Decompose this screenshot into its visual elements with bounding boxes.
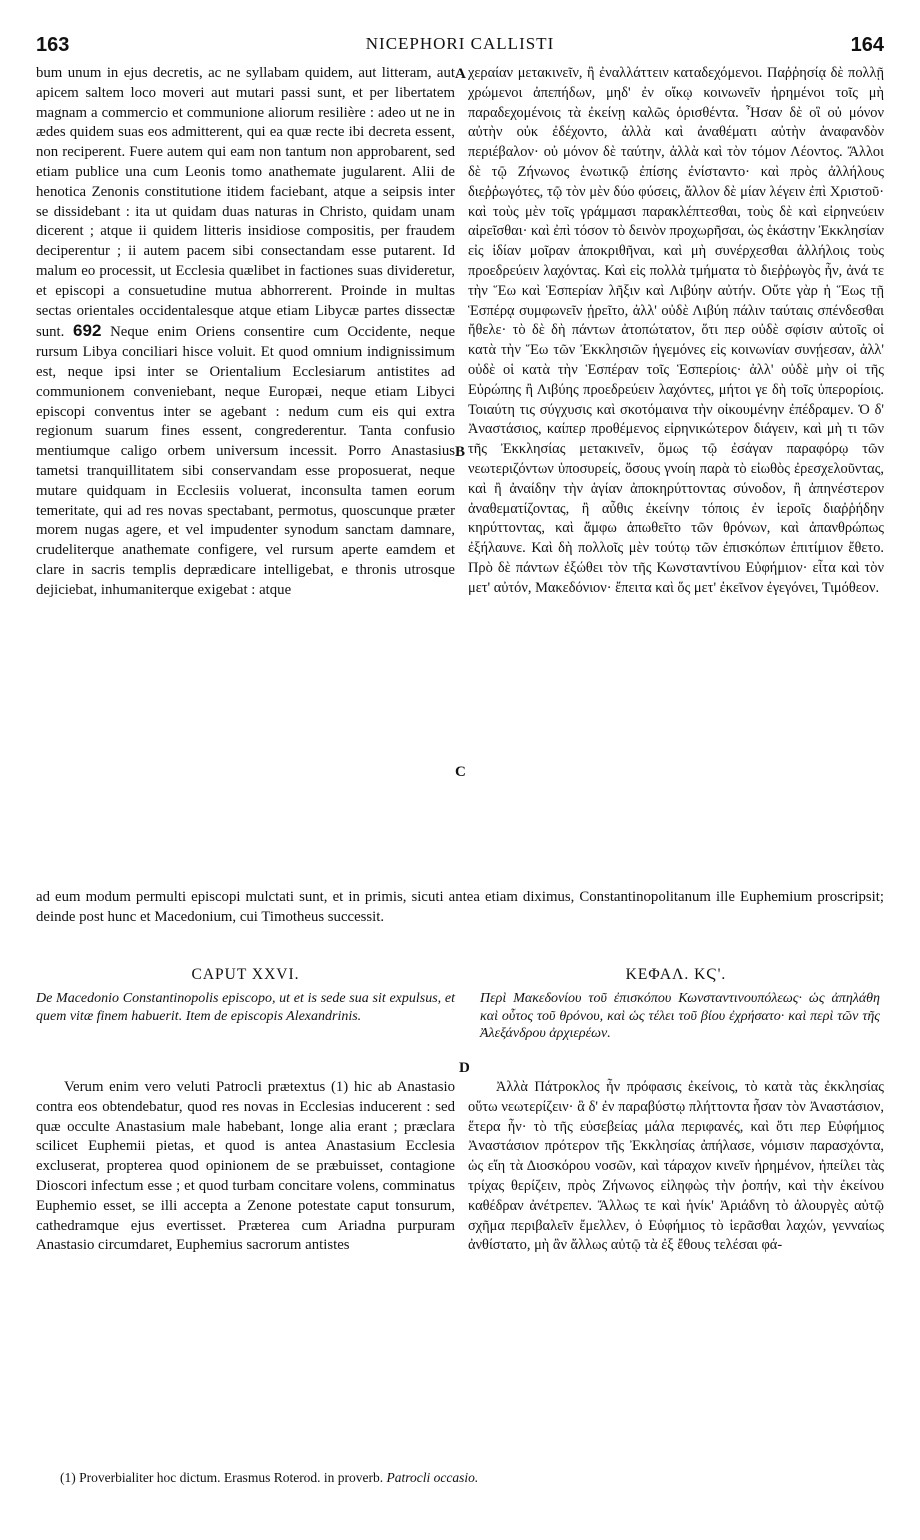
latin-text-part2: Neque enim Oriens consentire cum Occidente, neque rursum Libya conciliari hisce voluit. Et quod omnium indignissimum est, neque ipsi inter se Orientalium Ecclesiarum antistites ad communionem conveniebant, neque Europæi, neque etiam Libyci episcopi conventus inter se agebant : nedum cum eis qui extra regionum suarum fines essent, congrederentur. Tanta confusio mentiumque caligo orbem universum incessit. Porro Anastasius tametsi tranquillitatem sibi conservandam esse proposuerat, neque mutare quidquam in Ecclesiis voluerat, inconsulta tamen eorum temeritate, qui ad res novas spectabant, permotus, quoscunque præter morem nugas agere, et vel impudenter synodum sanctam damnare, crudeliterque anathemate configere, vel rursum aperte eamdem et clare in sacris templis deprædicare intelligebat, e thronis utrosque dejiciebat, inhumaniterque exigebat : atque <box>36 324 456 598</box>
margin-marker-c: C <box>455 764 466 780</box>
chapter-summary-greek: Περὶ Μακεδονίου τοῦ ἐπισκόπου Κωνσταντινουπόλεως· ὡς ἀπηλάθη καὶ οὗτος τοῦ θρόνου, καὶ ὡς τέλει τοῦ βίου ἐχρήσατο· καὶ περὶ τῶν τῆς Ἀλεξάνδρου ἀρχιερέων. <box>480 991 880 1041</box>
latin-paragraph-top <box>36 64 455 601</box>
footnote-text: (1) Proverbialiter hoc dictum. Erasmus Roterod. in proverb. <box>60 1470 384 1485</box>
latin-column-body <box>36 1078 455 1256</box>
chapter-summary-latin: De Macedonio Constantinopolis episcopo, ut et is sede sua sit expulsus, et quem vitæ finem habuerit. Item de episcopis Alexandrinis. <box>36 991 455 1024</box>
latin-text-part1: bum unum in ejus decretis, ac ne syllabam quidem, aut litteram, aut apicem saltem loco moveri aut mutari passi sunt, et per libertatem magnam a commercio et communione aliorum resilière : adeo ut ne in ædes quidem suas eos admitterent, qui ea quæ recte ibi decreta essent, non reciperent. Fuere autem qui eam non tantum non approbarent, sed etiam publice una cum Leonis tomo anathemate jugularent. Alii de henotica Zenonis constitutione itidem faciebant, atque a seipsis inter se dissidebant : ita ut quidam duas naturas in Christo, quidam unam dicerent ; atque ii quidem litteris insidiose compositis, per fraudem deciperentur ; ii autem pacem sibi consectandam esse putarent. Id malum eo processit, ut Ecclesia quælibet in factiones suas divideretur, et episcopi a consuetudine mutua abhorrerent. Proinde in multas sectas orientales occidentalesque atque etiam Libycæ partes dissectæ sunt. <box>36 65 455 341</box>
greek-body-paragraph: Ἀλλὰ Πάτροκλος ἦν πρόφασις ἐκείνοις, τὸ κατὰ τὰς ἐκκλησίας οὕτω νεωτερίζειν· ἃ δ' ἐν παραβύστῳ πλήττοντα ἦσαν τὸν Ἀναστάσιον, ἕτερα ἦν· τὸ τῆς εὐσεβείας μάλα περιφανές, καὶ ὅτι περ Εὐφήμιος Ἀναστάσιον πρότερον τῆς Ἐκκλησίας ἀπήλασε, νόμισιν παρασχόντα, ὡς εἴη τὰ Διοσκόρου νοσῶν, καὶ τάραχον κινεῖν ἠρημένον, ἠπείλει τὰς τρίχας θερίζειν, πρὸς Ζήνωνος εἰληφὼς τὴν ῥοπήν, καὶ τὴν ἐκείνου καθέδραν ἀνέτρεπεν. Ἄλλως τε καὶ ἡνίκ' Ἀριάδνη τὸ ἁλουργὲς αὐτῷ σχῆμα περιβαλεῖν ἔμελλεν, ὁ Εὐφήμιος τὸ ἱερᾶσθαι λαχών, γενναίως ἀνθίστατο, μὴ ἂν ἄλλως αὐτῷ τὰ ἐξ ἔθους τελέσαι φά- <box>468 1079 884 1254</box>
latin-full-paragraph: ad eum modum permulti episcopi mulctati sunt, et in primis, sicuti antea etiam diximus, Constantinopolitanum ille Euphemium proscripsit; deinde post hunc et Macedonium, cui Timotheus successit. <box>36 889 884 925</box>
chapter-heading-latin: CAPUT XXVI. <box>191 966 300 983</box>
greek-column-top <box>468 64 884 599</box>
margin-marker-b: B <box>455 444 466 460</box>
greek-paragraph-top: χεραίαν μετακινεῖν, ἢ ἐναλλάττειν καταδεχόμενοι. Παῤῥησίᾳ δὲ πολλῇ χρώμενοι ἀπεπήδων, μηδ' ἐν οἴκῳ κοινωνεῖν ἠρημένοι τοῖς μὴ παραδεχομένοις τὰ ἐκείνῃ καλῶς ὁρισθέντα. Ἦσαν δὲ οἳ οὐ μόνον αὐτὴν οὐκ ἐδέχοντο, ἀλλὰ καὶ ἀναθέματι αὐτὴν ἀναφανδὸν περιέβαλον· οὐ μόνον δὲ ταύτην, ἀλλὰ καὶ τὸν τόμον Λέοντος. Ἄλλοι δὲ τῷ Ζήνωνος ἑνωτικῷ ἐπίσης ἐνίσταντο· καὶ πρὸς ἀλλήλους διεῤῥωγότες, τῷ τὸν μὲν δύο φύσεις, ἄλλον δὲ μίαν λέγειν ἐπὶ Χριστοῦ· καὶ τοὺς μὲν τοῖς γράμμασι παρακλέπτεσθαι, τοὺς δὲ καὶ εἰρηνεύειν αἱρεῖσθαι· καὶ ἐπὶ τόσον τὸ δεινὸν προχωρῆσαι, ὡς ἑκάστην Ἐκκλησίαν εἰς ἰδίαν μοῖραν ἀποκριθῆναι, καὶ μὴ συνέρχεσθαι ἀλλήλοις τοὺς προεδρεύειν λαχόντας. Καὶ εἰς πολλὰ τμήματα τὸ διεῤῥωγὸς ἦν, ἀνά τε τὴν Ἕω καὶ Ἑσπερίαν λῆξιν καὶ Λιβύην αὐτήν. Οὔτε γὰρ ἡ Ἕως τῇ Ἑσπέρᾳ συμφωνεῖν ᾑρεῖτο, ἀλλ' οὐδὲ Λιβύη πάλιν ταύταις σπένδεσθαι ἤθελε· τὸ δὲ δὴ πάντων ἀτοπώτατον, ὅτι περ οὐδὲ σφίσιν αὐτοῖς οἱ κατὰ τὴν Ἕω τῶν Ἐκκλησιῶν ἡγεμόνες εἰς κοινωνίαν συνῄεσαν, ἀλλ' οὐδὲ οἱ κατὰ τὴν Ἑσπέραν τοῖς Ἑσπερίοις· ἀλλ' οὐδὲ μὴν οἱ τῆς Εὐρώπης ἢ Λιβύης προεδρεύειν λαχόντες, μήτοι γε δὴ τοῖς ὑπερορίοις. Τοιαύτη τις σύγχυσις καὶ σκοτόμαινα τὴν οἰκουμένην ἐπέδραμεν. Ὁ δ' Ἀναστάσιος, καίπερ προθέμενος εἰρηνικώτερον διάγειν, καὶ μὴ τι τῶν τῆς Ἐκκλησίας μετακινεῖν, ὅμως τῷ ἐσάγαν παραφόρῳ τῶν νεωτεριζόντων ὑποσυρείς, ὅσους γνοίη παρὰ τὸ εἰωθὸς ἐρεσχελοῦντας, καὶ ἢ ἀναίδην τὴν ἁγίαν ἀποκηρύττοντας σύνοδον, ἢ ἀπηνέστερον ἀναθεματίζοντας, ἢ αὖθις ἐκείνην τόποις ἐν ἱεροῖς διαῤῥήδην κηρύττοντας, καὶ ἄμφω ἀπωθεῖτο τῶν θρόνων, καὶ ἀπανθρώπως ἐξήλαυνε. Καὶ δὴ πολλοῖς μὲν τούτῳ τῶν ἐπισκόπων ἐπιτίμιον ἔθετο. Πρὸ δὲ πάντων ἐξώθει τὸν τῆς Κωνσταντίνου Εὐφήμιον· εἶτα καὶ τὸν μετ' αὐτόν, Μακεδόνιον· ἔπειτα καὶ ὅς μετ' ἐκεῖνον ἐγεγόνει, Τιμόθεον. <box>468 65 884 596</box>
page-header <box>36 34 884 58</box>
page-number-right: 164 <box>850 34 884 56</box>
footnote <box>60 1470 880 1486</box>
chapter-heading-greek: ΚΕΦΑΛ. ΚϚ'. <box>625 966 727 983</box>
latin-full-width-line <box>36 888 884 928</box>
greek-column-body <box>468 1078 884 1256</box>
column-number: 692 <box>73 321 102 341</box>
latin-column-top <box>36 64 455 601</box>
footnote-italic: Patrocli occasio. <box>386 1470 479 1485</box>
margin-marker-a: A <box>455 66 466 82</box>
latin-body-paragraph: Verum enim vero veluti Patrocli prætextus (1) hic ab Anastasio contra eos obtendebatur, quod res novas in Ecclesias inducerent : sed quæ occulte Anastasium male habebant, longe alia erant ; præclara scilicet Euphemii pietas, et quod is antea Anastasium Ecclesia excluserat, propterea quod opinionem de se præbuisset, contagione Dioscori infectum esse ; et quod turbam concitare volens, comminatus Euphemio esset, se illi accepta a Zenone potestate caput tonsurum, cathedramque ejus evertisset. Præterea cum Ariadna purpuram Anastasio circumdaret, Euphemius sacrorum antistes <box>36 1079 455 1254</box>
page-number-left: 163 <box>36 34 70 56</box>
running-title: NICEPHORI CALLISTI <box>365 34 555 53</box>
margin-marker-d: D <box>459 1060 470 1076</box>
